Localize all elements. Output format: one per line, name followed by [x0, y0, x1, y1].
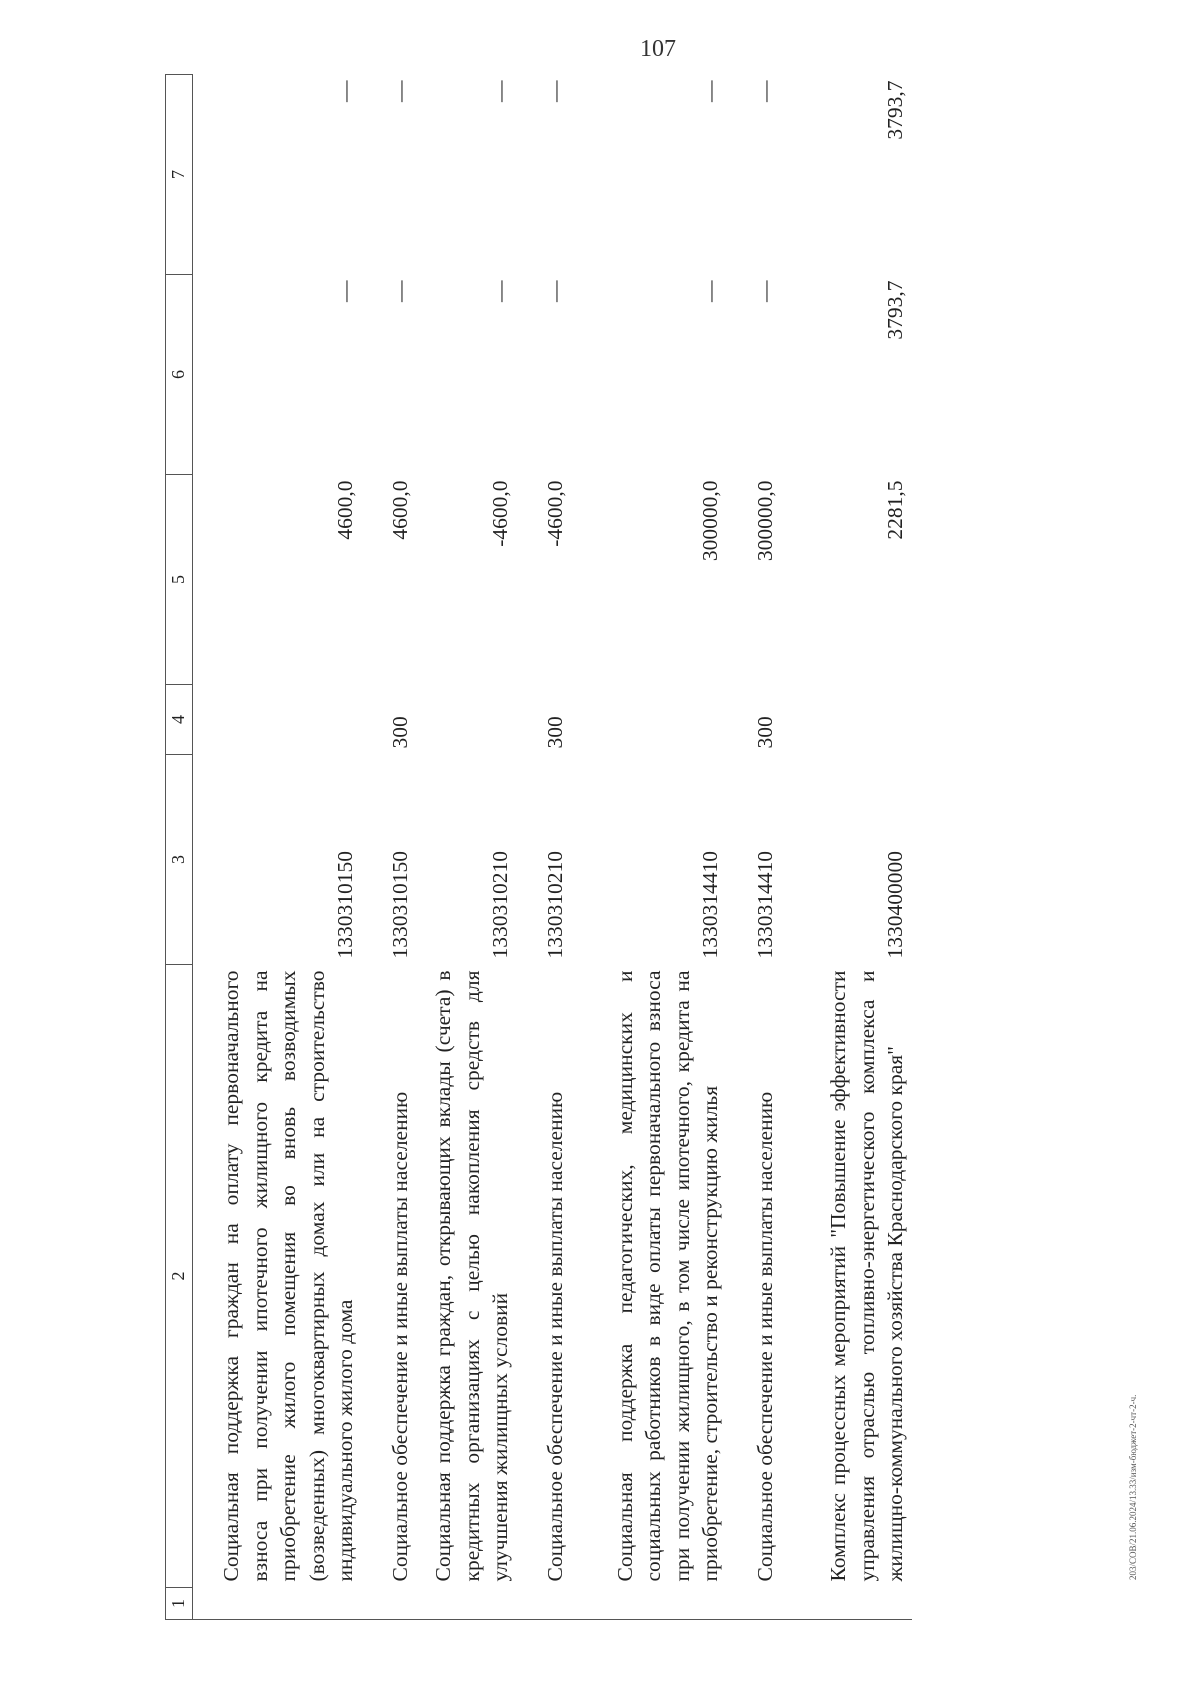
row-code: 1330400000 — [882, 851, 907, 959]
row-value-7: — — [697, 80, 722, 102]
row-expense-type: 300 — [752, 716, 777, 749]
row-code: 1330314410 — [752, 851, 777, 959]
column-header-1: 1 — [166, 1588, 193, 1620]
table-row — [727, 75, 782, 1620]
row-name: Социальное обеспечение и иные выплаты населению — [387, 1091, 412, 1582]
row-value-5: 2281,5 — [882, 480, 907, 540]
row-value-5: -4600,0 — [542, 480, 567, 547]
row-value-6: — — [542, 280, 567, 302]
column-header-3: 3 — [166, 755, 193, 965]
row-expense-type — [417, 685, 517, 755]
row-number — [192, 1588, 362, 1620]
row-value-6: — — [487, 280, 512, 302]
row-name: Социальная поддержка педагогических, медицинских и социальных работников в виде оплаты первоначального взноса при получении жилищного, в том числе ипотечного, кредита на приобретение, строительство и реконструкцию жилья — [612, 970, 722, 1582]
table-row — [517, 75, 572, 1620]
row-value-7: — — [487, 80, 512, 102]
row-value-6: — — [697, 280, 722, 302]
page-number: 107 — [640, 36, 676, 62]
budget-table — [165, 74, 912, 1620]
table-row — [192, 75, 362, 1620]
column-header-7: 7 — [166, 75, 193, 275]
row-value-5: 300000,0 — [752, 480, 777, 562]
row-name: Социальная поддержка граждан на оплату первоначального взноса при получении ипотечного жилищного кредита на приобретение жилого помещения во вновь возводимых (возведенных) многоквартирных домах или на строительство индивидуального жилого дома — [219, 970, 357, 1582]
table-row — [572, 75, 727, 1620]
footer-code: 203/COB/21.06.2024/13.33/изм-бюджет-2-чт-2-ч. — [1128, 1394, 1138, 1580]
row-name: Социальное обеспечение и иные выплаты населению — [542, 1091, 567, 1582]
table-row — [362, 75, 417, 1620]
row-value-5: 300000,0 — [697, 480, 722, 562]
row-code: 1330310210 — [542, 851, 567, 959]
row-expense-type — [572, 685, 727, 755]
row-number — [517, 1588, 572, 1620]
row-value-7: — — [387, 80, 412, 102]
row-name: Комплекс процессных мероприятий "Повышение эффективности управления отраслью топливно-энергетического комплекса и жилищно-коммунального хозяйства Краснодарского края" — [826, 970, 907, 1582]
row-number — [782, 1588, 912, 1620]
row-value-5: 4600,0 — [387, 480, 412, 540]
row-value-6: — — [332, 280, 357, 302]
row-value-5: 4600,0 — [332, 480, 357, 540]
row-code: 1330310150 — [332, 851, 357, 959]
row-expense-type: 300 — [387, 716, 412, 749]
row-value-5: -4600,0 — [487, 480, 512, 547]
row-value-6: 3793,7 — [882, 280, 907, 340]
rotated-budget-table — [165, 75, 1065, 1620]
row-number — [572, 1588, 727, 1620]
row-number — [727, 1588, 782, 1620]
row-code: 1330314410 — [697, 851, 722, 959]
row-value-7: — — [752, 80, 777, 102]
row-code: 1330310210 — [487, 851, 512, 959]
row-value-6: — — [752, 280, 777, 302]
row-value-7: — — [332, 80, 357, 102]
row-expense-type — [782, 685, 912, 755]
column-header-4: 4 — [166, 685, 193, 755]
row-value-7: — — [542, 80, 567, 102]
row-expense-type — [192, 685, 362, 755]
row-number — [362, 1588, 417, 1620]
header-row — [166, 75, 193, 1620]
row-name: Социальная поддержка граждан, открывающих вклады (счета) в кредитных организациях с целью накопления средств для улучшения жилищных условий — [431, 970, 512, 1582]
row-code: 1330310150 — [387, 851, 412, 959]
row-name: Социальное обеспечение и иные выплаты населению — [752, 1091, 777, 1582]
table-row — [782, 75, 912, 1620]
row-value-6: — — [387, 280, 412, 302]
table-row — [417, 75, 517, 1620]
row-number — [417, 1588, 517, 1620]
row-expense-type: 300 — [542, 716, 567, 749]
column-header-2: 2 — [166, 965, 193, 1588]
column-header-6: 6 — [166, 275, 193, 475]
column-header-5: 5 — [166, 475, 193, 685]
row-value-7: 3793,7 — [882, 80, 907, 140]
